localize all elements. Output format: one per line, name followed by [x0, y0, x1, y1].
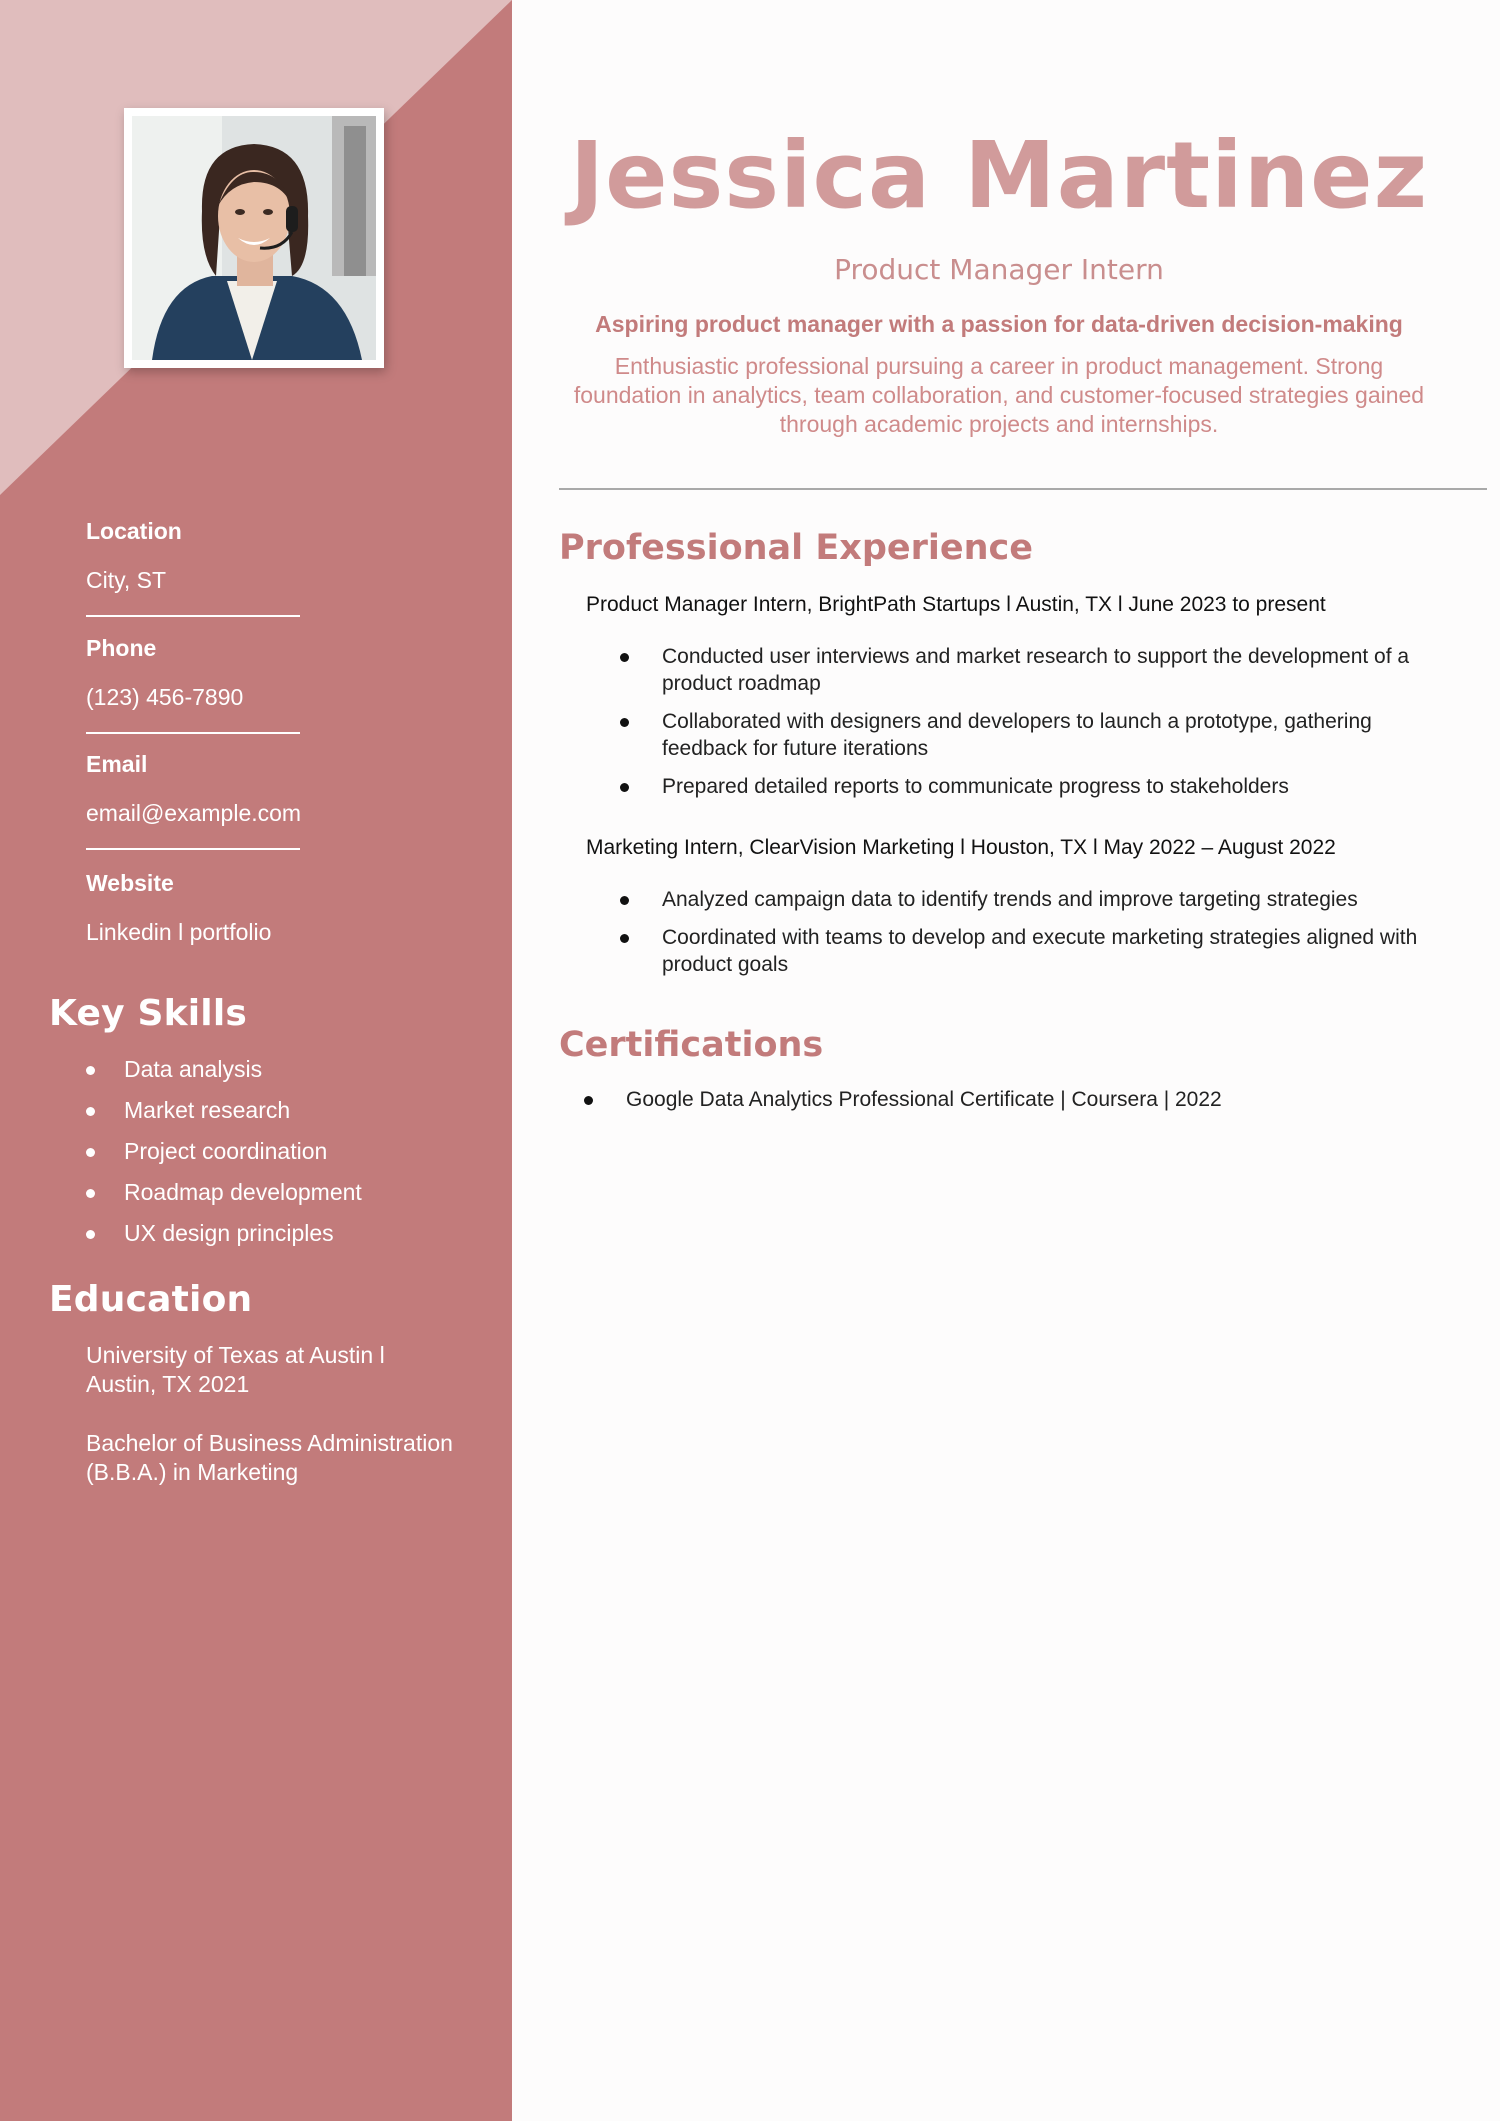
bullet-icon	[86, 1189, 95, 1198]
skills-heading: Key Skills	[49, 993, 247, 1034]
certifications-heading: Certifications	[559, 1025, 824, 1065]
email-label: Email	[86, 751, 148, 777]
summary: Enthusiastic professional pursuing a career in product management. Strong foundation in analytics, team collaboration, and customer-focused strategies gained through academic projects and internships.	[573, 353, 1425, 437]
contact-phone	[86, 635, 300, 734]
job-role: Product Manager Intern	[834, 253, 1164, 286]
skills-list	[86, 1052, 362, 1257]
certifications-list	[584, 1086, 1384, 1124]
website-label: Website	[86, 870, 174, 896]
divider	[86, 848, 300, 850]
experience-heading: Professional Experience	[559, 528, 1034, 568]
education-heading: Education	[49, 1279, 253, 1320]
bullet-icon	[86, 1107, 95, 1116]
list-item	[86, 1175, 362, 1216]
contact-location	[86, 518, 300, 617]
contact-email	[86, 751, 300, 850]
list-item	[620, 773, 1420, 800]
skill-label: Roadmap development	[124, 1179, 362, 1205]
phone-label: Phone	[86, 635, 157, 661]
list-item	[86, 1093, 362, 1134]
bullet-icon	[620, 896, 629, 905]
bullet-icon	[620, 653, 629, 662]
list-item	[86, 1052, 362, 1093]
bullet-icon	[620, 783, 629, 792]
skill-label: Data analysis	[124, 1056, 263, 1082]
list-item	[620, 924, 1420, 978]
page-title: Jessica Martinez	[569, 122, 1429, 229]
certification-text: Google Data Analytics Professional Certificate | Coursera | 2022	[626, 1088, 1222, 1111]
bullet-icon	[86, 1148, 95, 1157]
bullet-icon	[584, 1096, 593, 1105]
job-title: Marketing Intern, ClearVision Marketing l Houston, TX l May 2022 – August 2022	[586, 836, 1336, 859]
job-title: Product Manager Intern, BrightPath Startups l Austin, TX l June 2023 to present	[586, 593, 1326, 616]
bullet-text: Prepared detailed reports to communicate progress to stakeholders	[662, 775, 1289, 798]
bullet-text: Conducted user interviews and market research to support the development of a product roadmap	[662, 645, 1410, 695]
list-item	[620, 708, 1420, 762]
skill-label: UX design principles	[124, 1220, 334, 1246]
bullet-text: Collaborated with designers and developers to launch a prototype, gathering feedback for future iterations	[662, 710, 1372, 760]
phone-value: (123) 456-7890	[86, 684, 244, 710]
list-item	[584, 1086, 1384, 1113]
job-bullets	[620, 886, 1420, 989]
list-item	[86, 1134, 362, 1175]
bullet-icon	[620, 718, 629, 727]
bullet-text: Coordinated with teams to develop and execute marketing strategies aligned with product goals	[662, 926, 1418, 976]
bullet-icon	[620, 934, 629, 943]
list-item	[620, 886, 1420, 913]
avatar	[132, 116, 376, 360]
location-value: City, ST	[86, 567, 167, 593]
list-item	[620, 643, 1420, 697]
divider	[559, 488, 1487, 490]
divider	[86, 732, 300, 734]
divider	[86, 615, 300, 617]
skill-label: Market research	[124, 1097, 291, 1123]
sidebar	[0, 0, 512, 2121]
website-value[interactable]: Linkedin l portfolio	[86, 919, 272, 945]
list-item	[86, 1216, 362, 1257]
education-degree: Bachelor of Business Administration (B.B.A.) in Marketing	[86, 1430, 453, 1485]
bullet-icon	[86, 1066, 95, 1075]
profile-photo	[124, 108, 384, 368]
location-label: Location	[86, 518, 182, 544]
bullet-icon	[86, 1230, 95, 1239]
contact-website	[86, 870, 300, 946]
job-bullets	[620, 643, 1420, 811]
education-school: University of Texas at Austin l Austin, TX 2021	[86, 1342, 385, 1397]
email-value[interactable]: email@example.com	[86, 800, 302, 826]
tagline: Aspiring product manager with a passion for data-driven decision-making	[595, 311, 1403, 337]
main-content	[512, 0, 1500, 2121]
bullet-text: Analyzed campaign data to identify trends and improve targeting strategies	[662, 888, 1358, 911]
skill-label: Project coordination	[124, 1138, 328, 1164]
